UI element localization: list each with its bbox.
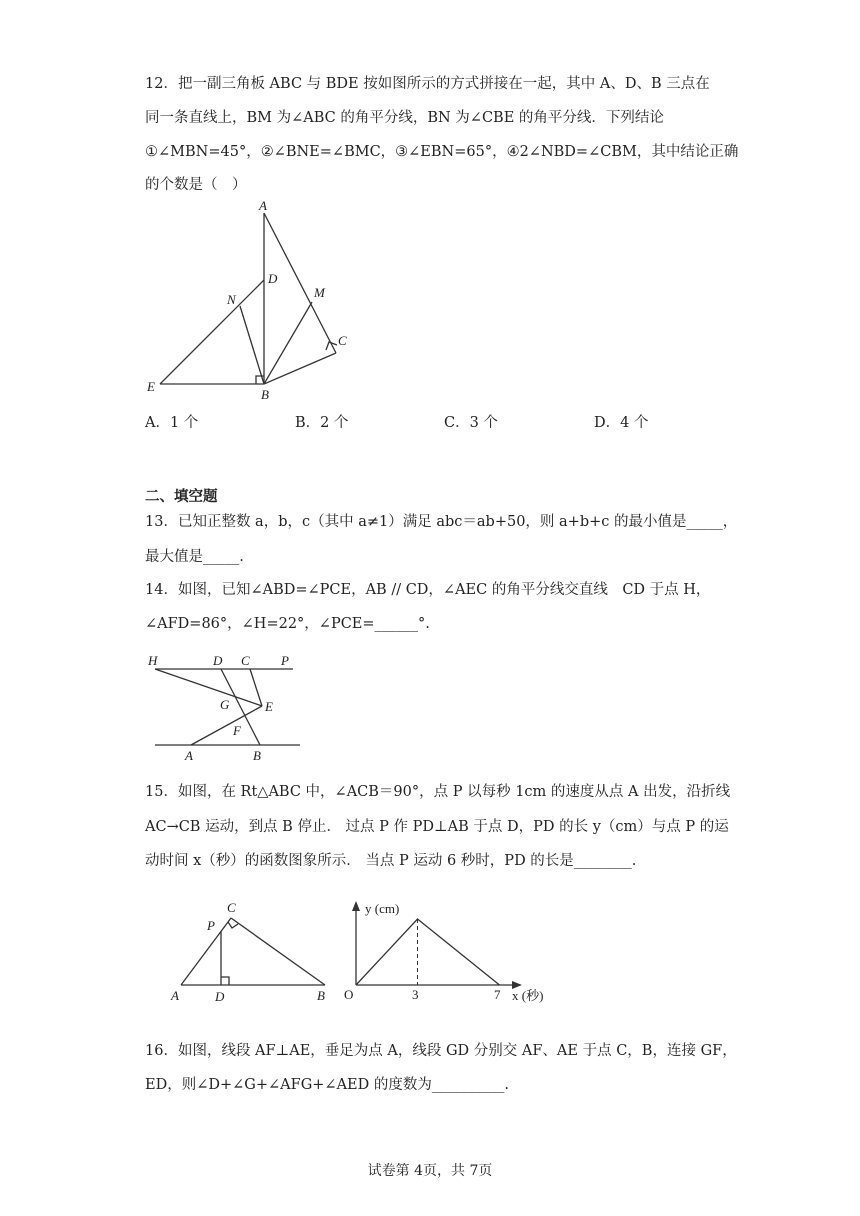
q13-line-2: 最大值是_____. bbox=[145, 549, 244, 565]
q15-label-a: A bbox=[171, 988, 179, 1003]
q14-label-h: H bbox=[148, 653, 158, 668]
q15-label-b: B bbox=[317, 988, 325, 1003]
q14-label-e: E bbox=[265, 699, 273, 714]
q15-line-1: 15．如图，在 Rt△ABC 中，∠ACB＝90°，点 P 以每秒 1cm 的速度从点 A 出发，沿折线 bbox=[145, 784, 731, 800]
q14-label-a: A bbox=[185, 748, 193, 763]
q14-label-g: G bbox=[220, 697, 230, 712]
q12-line-2: 同一条直线上，BM 为∠ABC 的角平分线，BN 为∠CBE 的角平分线．下列结论 bbox=[145, 110, 664, 126]
q15-line-2: AC→CB 运动，到点 B 停止． 过点 P 作 PD⊥AB 于点 D，PD 的长 y（cm）与点 P 的运 bbox=[145, 819, 729, 835]
q14-figure bbox=[145, 648, 315, 768]
q12-option-d: D．4 个 bbox=[594, 415, 649, 431]
q12-line-3: ①∠MBN=45°，②∠BNE=∠BMC，③∠EBN=65°，④2∠NBD=∠CBM，其中结论正确 bbox=[145, 144, 739, 160]
q12-label-b: B bbox=[261, 387, 269, 402]
q15-x-label: x (秒) bbox=[512, 988, 544, 1003]
q15-label-d: D bbox=[215, 989, 225, 1004]
q16-line-1: 16．如图，线段 AF⊥AE，垂足为点 A，线段 GD 分别交 AF、AE 于点 C，B，连接 GF， bbox=[145, 1043, 737, 1059]
q14-label-p: P bbox=[281, 653, 289, 668]
q14-label-d: D bbox=[213, 653, 223, 668]
y-axis-arrow bbox=[352, 901, 360, 911]
q13-line-1: 13．已知正整数 a，b，c（其中 a≠1）满足 abc＝ab+50，则 a+b+c 的最小值是_____， bbox=[145, 514, 738, 530]
q12-option-c: C．3 个 bbox=[444, 415, 498, 431]
q14-label-c: C bbox=[241, 653, 250, 668]
q12-label-a: A bbox=[259, 198, 267, 213]
q14-label-f: F bbox=[233, 723, 241, 738]
q15-triangle-figure bbox=[165, 898, 340, 1008]
q12-option-b: B．2 个 bbox=[295, 415, 349, 431]
q15-graph bbox=[338, 895, 560, 1010]
q12-option-a: A．1 个 bbox=[145, 415, 199, 431]
q12-label-n: N bbox=[227, 292, 236, 307]
q15-line-3: 动时间 x（秒）的函数图象所示． 当点 P 运动 6 秒时，PD 的长是________. bbox=[145, 853, 637, 869]
q12-label-d: D bbox=[268, 271, 278, 286]
q14-line-1: 14．如图，已知∠ABD=∠PCE，AB // CD，∠AEC 的角平分线交直线 CD 于点 H， bbox=[145, 582, 711, 598]
q12-figure bbox=[140, 198, 370, 403]
section-title: 二、填空题 bbox=[145, 489, 218, 505]
page-footer: 试卷第 4页，共 7页 bbox=[367, 1163, 493, 1179]
q12-label-m: M bbox=[314, 285, 325, 300]
q15-label-c: C bbox=[227, 900, 236, 915]
q15-label-p: P bbox=[207, 918, 215, 933]
q14-label-b: B bbox=[253, 748, 261, 763]
q14-line-2: ∠AFD=86°，∠H=22°，∠PCE=______°. bbox=[145, 616, 430, 632]
q15-y-label: y (cm) bbox=[365, 901, 400, 916]
q15-origin-label: O bbox=[344, 987, 354, 1002]
q12-label-c: C bbox=[338, 333, 347, 348]
q12-line-4: 的个数是（ ） bbox=[145, 177, 247, 193]
q15-tick-7: 7 bbox=[494, 987, 501, 1002]
q12-line-1: 12．把一副三角板 ABC 与 BDE 按如图所示的方式拼接在一起，其中 A、D、B 三点在 bbox=[145, 76, 710, 92]
q15-tick-3: 3 bbox=[412, 987, 419, 1002]
q12-label-e: E bbox=[147, 379, 155, 394]
q16-line-2: ED，则∠D+∠G+∠AFG+∠AED 的度数为__________. bbox=[145, 1077, 509, 1093]
function-graph-line bbox=[356, 919, 500, 985]
